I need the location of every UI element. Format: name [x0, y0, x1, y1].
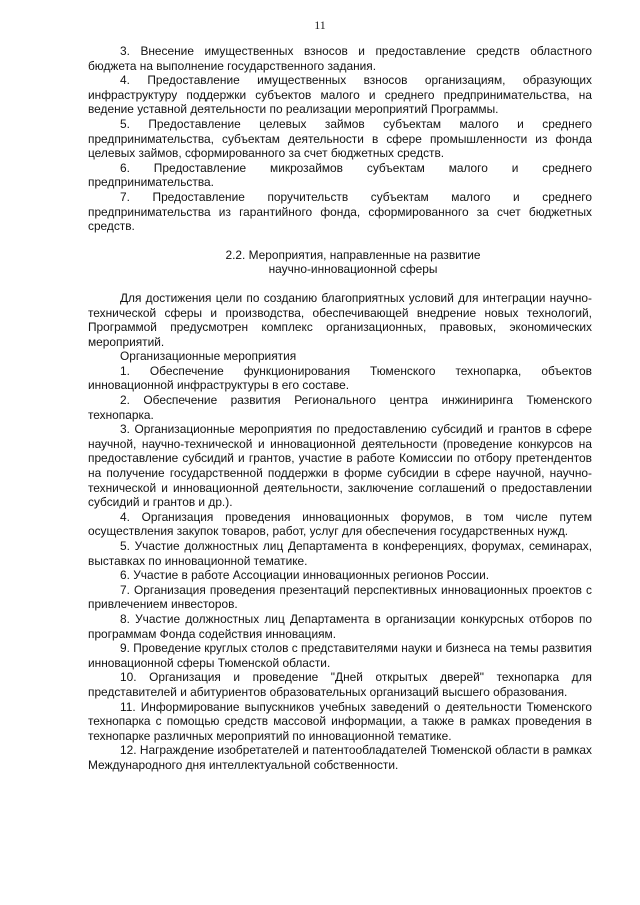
page-number: 11 — [314, 18, 326, 32]
measure-item-10: 10. Организация и проведение "Дней открытых дверей" технопарка для представителей и абитуриентов образовательных организаций высшего образования. — [88, 670, 592, 699]
measure-item-2: 2. Обеспечение развития Регионального центра инжиниринга Тюменского технопарка. — [88, 393, 592, 422]
measure-item-5: 5. Участие должностных лиц Департамента в конференциях, форумах, семинарах, выставках по инновационной тематике. — [88, 539, 592, 568]
measure-item-7: 7. Организация проведения презентаций перспективных инновационных проектов с привлечением инвесторов. — [88, 582, 592, 612]
document-body — [88, 44, 592, 773]
paragraph-list-item-7: 7. Предоставление поручительств субъектам малого и среднего предпринимательства из гарантийного фонда, сформированного за счет бюджетных средств. — [88, 189, 592, 234]
measure-item-1: 1. Обеспечение функционирования Тюменского технопарка, объектов инновационной инфраструктуры в его составе. — [88, 363, 592, 393]
measure-item-11: 11. Информирование выпускников учебных заведений о деятельности Тюменского технопарка с помощью средств массовой информации, а также в рамках проведения в технопарке различных мероприятий по инновационной тематике. — [88, 699, 592, 743]
measure-item-4: 4. Организация проведения инновационных форумов, в том числе путем осуществления закупок товаров, работ, услуг для обеспечения государственных нужд. — [88, 509, 592, 539]
measure-item-6: 6. Участие в работе Ассоциации инновационных регионов России. — [120, 568, 490, 583]
paragraph-list-item-5: 5. Предоставление целевых займов субъектам малого и среднего предпринимательства, субъектам деятельности в сфере промышленности из фонда целевых займов, сформированного за счет бюджетных средств. — [88, 116, 592, 161]
paragraph-list-item-4: 4. Предоставление имущественных взносов организациям, образующих инфраструктуру поддержки субъектов малого и среднего предпринимательства, на ведение уставной деятельности по реализации мероприятий Программы. — [88, 73, 592, 117]
section-subheading: Организационные мероприятия — [120, 349, 297, 364]
paragraph-list-item-3: 3. Внесение имущественных взносов и предоставление средств областного бюджета на выполнение государственного задания. — [88, 44, 592, 73]
paragraph-list-item-6: 6. Предоставление микрозаймов субъектам малого и среднего предпринимательства. — [88, 160, 592, 190]
measure-item-12: 12. Награждение изобретателей и патентообладателей Тюменской области в рамках Международного дня интеллектуальной собственности. — [88, 743, 592, 772]
section-heading-line1: 2.2. Мероприятия, направленные на развитие — [225, 247, 481, 262]
section-intro: Для достижения цели по созданию благоприятных условий для интеграции научно-технической сферы и производства, обеспечивающей внедрение новых технологий, Программой предусмотрен комплекс организационных, правовых, экономических мероприятий. — [88, 290, 592, 349]
section-heading — [88, 248, 592, 277]
section-heading-line2: научно-инновационной сферы — [268, 262, 438, 277]
measure-item-9: 9. Проведение круглых столов с представителями науки и бизнеса на темы развития инновационной сферы Тюменской области. — [88, 641, 592, 670]
measure-item-3: 3. Организационные мероприятия по предоставлению субсидий и грантов в сфере научной, научно-технической и инновационной деятельности (проведение конкурсов на предоставление субсидий и грантов, участие в работе Комиссии по отбору претендентов на получение государственной поддержки в форме субсидии в сфере научной, научно-технической и инновационной деятельности, заключение соглашений о предоставлении субсидий и грантов и др.). — [88, 422, 592, 510]
measure-item-8: 8. Участие должностных лиц Департамента в организации конкурсных отборов по программам Фонда содействия инновациям. — [88, 611, 592, 641]
